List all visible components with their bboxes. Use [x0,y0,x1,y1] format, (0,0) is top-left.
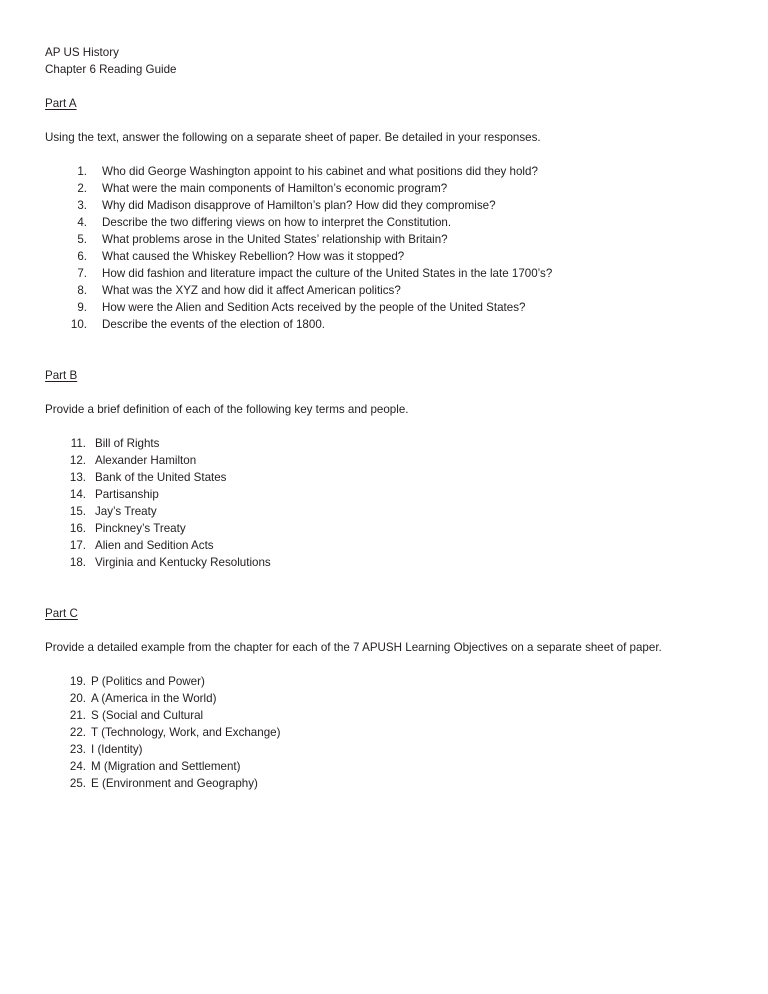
list-item [45,724,720,741]
list-item [45,520,720,537]
list-item-number: 20. [69,692,86,705]
list-item-number: 22. [69,726,86,739]
list-item-number: 18. [69,556,86,569]
section-heading-part-c-label: Part C [45,607,78,620]
list-item-text: Virginia and Kentucky Resolutions [95,556,271,569]
section-heading-part-a [45,95,720,112]
section-spacer [45,333,720,350]
section-heading-part-a-label: Part A [45,97,77,110]
list-item-text: E (Environment and Geography) [91,777,258,790]
list-item [45,248,720,265]
list-item-number: 6. [77,250,87,263]
list-item-number: 23. [69,743,86,756]
list-item-text: How did fashion and literature impact the culture of the United States in the late 1700’s? [102,267,553,280]
list-item [45,231,720,248]
list-item [45,282,720,299]
list-item-number: 1. [77,165,87,178]
list-item [45,452,720,469]
term-list-part-b [45,435,720,571]
list-item-number: 13. [69,471,86,484]
list-item-number: 16. [69,522,86,535]
question-list-part-a [45,163,720,333]
list-item-number: 14. [69,488,86,501]
list-item-text: A (America in the World) [91,692,217,705]
section-spacer [45,571,720,588]
document-title-block [45,44,720,78]
list-item-text: What caused the Whiskey Rebellion? How was it stopped? [102,250,405,263]
list-item [45,775,720,792]
list-item [45,435,720,452]
list-item [45,197,720,214]
list-item [45,673,720,690]
list-item-text: Alien and Sedition Acts [95,539,214,552]
list-item [45,163,720,180]
list-item [45,299,720,316]
document-title-line-1: AP US History [45,46,119,59]
list-item-text: Describe the two differing views on how to interpret the Constitution. [102,216,452,229]
section-heading-part-b-label: Part B [45,369,78,382]
list-item-number: 19. [69,675,86,688]
list-item-text: M (Migration and Settlement) [91,760,241,773]
list-item-text: Why did Madison disapprove of Hamilton’s plan? How did they compromise? [102,199,496,212]
section-intro-part-a: Using the text, answer the following on a separate sheet of paper. Be detailed in your responses. [45,131,541,144]
list-item-text: Describe the events of the election of 1800. [102,318,325,331]
list-item [45,537,720,554]
document-body [45,44,720,792]
list-item-number: 7. [77,267,87,280]
document-subtitle-line-2: Chapter 6 Reading Guide [45,63,177,76]
list-item-text: Bill of Rights [95,437,160,450]
section-heading-part-c [45,605,720,622]
list-item-text: Bank of the United States [95,471,227,484]
list-item-text: Pinckney’s Treaty [95,522,186,535]
section-heading-part-b [45,367,720,384]
list-item-number: 25. [69,777,86,790]
list-item-text: Alexander Hamilton [95,454,197,467]
list-item-text: How were the Alien and Sedition Acts received by the people of the United States? [102,301,526,314]
list-item-number: 8. [77,284,87,297]
list-item-number: 5. [77,233,87,246]
objective-list-part-c [45,673,720,792]
list-item [45,180,720,197]
list-item-text: What were the main components of Hamilton’s economic program? [102,182,448,195]
list-item-text: S (Social and Cultural [91,709,204,722]
list-item [45,554,720,571]
list-item [45,707,720,724]
list-item [45,690,720,707]
list-item-text: I (Identity) [91,743,143,756]
list-item [45,486,720,503]
list-item-number: 9. [77,301,87,314]
list-item-text: Jay’s Treaty [95,505,157,518]
list-item-text: Partisanship [95,488,159,501]
section-intro-part-b: Provide a brief definition of each of the following key terms and people. [45,403,409,416]
list-item [45,265,720,282]
list-item [45,316,720,333]
list-item-number: 4. [77,216,87,229]
list-item-number: 21. [69,709,86,722]
list-item-text: Who did George Washington appoint to his cabinet and what positions did they hold? [102,165,538,178]
list-item-number: 11. [70,437,86,450]
list-item [45,214,720,231]
list-item-number: 15. [69,505,86,518]
list-item [45,503,720,520]
list-item-number: 12. [69,454,86,467]
list-item [45,758,720,775]
list-item [45,469,720,486]
list-item-number: 10. [70,318,87,331]
list-item [45,741,720,758]
list-item-number: 3. [77,199,87,212]
list-item-text: P (Politics and Power) [91,675,205,688]
list-item-number: 24. [69,760,86,773]
list-item-number: 2. [77,182,87,195]
list-item-text: What was the XYZ and how did it affect American politics? [102,284,401,297]
section-intro-part-c: Provide a detailed example from the chapter for each of the 7 APUSH Learning Objectives on a separate sheet of paper. [45,641,662,654]
list-item-text: What problems arose in the United States’ relationship with Britain? [102,233,448,246]
list-item-text: T (Technology, Work, and Exchange) [91,726,281,739]
list-item-number: 17. [69,539,86,552]
